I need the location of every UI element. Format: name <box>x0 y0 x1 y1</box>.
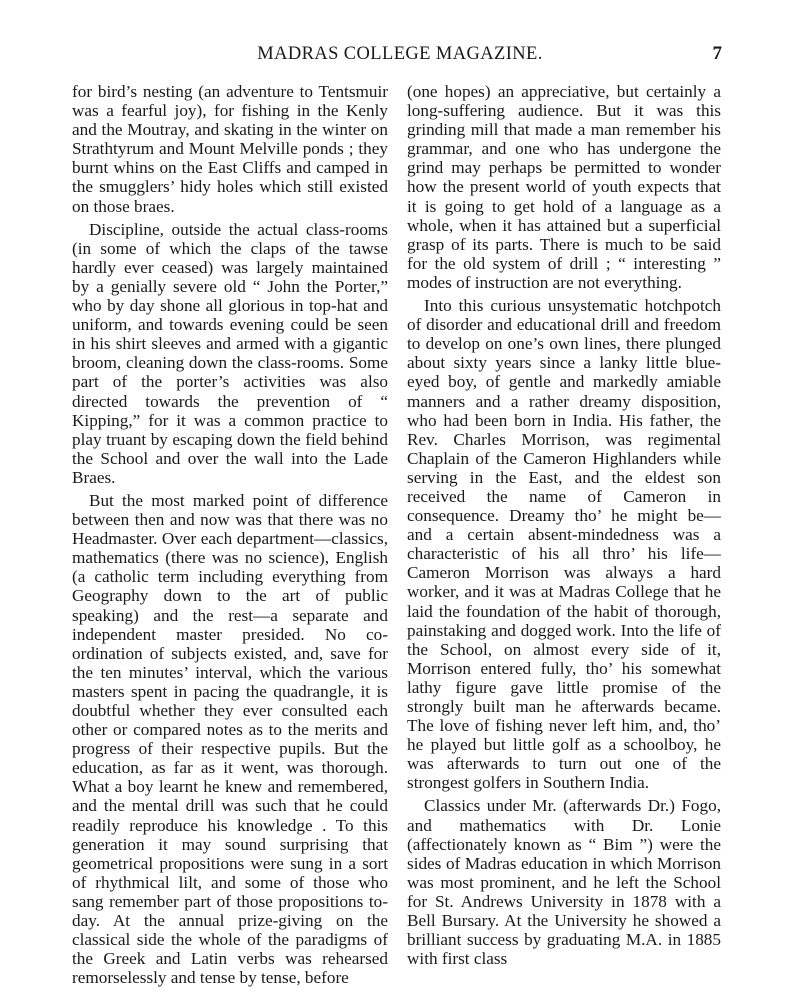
running-title: MADRAS COLLEGE MAGAZINE. <box>257 44 543 64</box>
page-number: 7 <box>712 43 722 64</box>
paragraph: But the most marked point of difference between then and now was that there was no Headmaster. Over each department—classics, mathematics (there was no science), English (a catholic term including everything from Geography down to the art of public speaking) and the rest—a separate and independent master presided. No co-ordination of subjects existed, and, save for the ten minutes’ interval, which the various masters spent in pacing the quadrangle, it is doubtful whether they ever consulted each other or compared notes as to the merits and progress of their respective pupils. But the education, as far as it went, was thorough. What a boy learnt he knew and remembered, and the mental drill was such that he could readily reproduce his knowledge . To this generation it may sound surprising that geometrical propositions were sung in a sort of rhythmical lilt, and some of those who sang remember part of those propositions to-day. At the annual prize-giving on the classical side the whole of the paradigms of the Greek and Latin verbs was rehearsed remorselessly and tense by tense, before <box>72 490 388 988</box>
paragraph: (one hopes) an appreciative, but certainly a long-suffering audience. But it was this grinding mill that made a man remember his grammar, and one who has undergone the grind may perhaps be permitted to wonder how the present world of youth expects that it is going to get hold of a language as a whole, when it has attained but a superficial grasp of its parts. There is much to be said for the old system of drill ; “ interesting ” modes of instruction are not everything. <box>407 82 721 292</box>
left-column <box>72 82 388 987</box>
paragraph: for bird’s nesting (an adventure to Tentsmuir was a fearful joy), for fishing in the Kenly and the Moutray, and skating in the winter on Strathtyrum and Mount Melville ponds ; they burnt whins on the East Cliffs and camped in the smugglers’ hidy holes which still existed on those braes. <box>72 82 388 216</box>
right-column <box>407 82 721 968</box>
page-header <box>0 44 800 68</box>
paragraph: Into this curious unsystematic hotchpotch of disorder and educational drill and freedom to develop on one’s own lines, there plunged about sixty years since a lanky little blue-eyed boy, of gentle and markedly amiable manners and a rather dreamy disposition, who had been born in India. His father, the Rev. Charles Morrison, was regimental Chaplain of the Cameron Highlanders while serving in the East, and the eldest son received the name of Cameron in consequence. Dreamy tho’ he might be— and a certain absent-mindedness was a characteristic of his all thro’ his life—Cameron Morrison was always a hard worker, and it was at Madras College that he laid the foundation of the habit of thorough, painstaking and dogged work. Into the life of the School, on almost every side of it, Morrison entered fully, tho’ his somewhat lathy figure gave little promise of the strongly built man he afterwards became. The love of fishing never left him, and, tho’ he played but little golf as a schoolboy, he was afterwards to turn out one of the strongest golfers in Southern India. <box>407 296 721 793</box>
paragraph: Discipline, outside the actual class-rooms (in some of which the claps of the tawse hardly ever ceased) was largely maintained by a genially severe old “ John the Porter,” who by day shone all glorious in top-hat and uniform, and towards evening could be seen in his shirt sleeves and armed with a gigantic broom, cleaning down the class-rooms. Some part of the porter’s activities was also directed towards the prevention of “ Kipping,” for it was a common practice to play truant by escaping down the field behind the School and over the wall into the Lade Braes. <box>72 219 388 487</box>
paragraph: Classics under Mr. (afterwards Dr.) Fogo, and mathematics with Dr. Lonie (affectionately known as “ Bim ”) were the sides of Madras education in which Morrison was most prominent, and he left the School for St. Andrews University in 1878 with a Bell Bursary. At the University he showed a brilliant success by graduating M.A. in 1885 with first class <box>407 796 721 969</box>
